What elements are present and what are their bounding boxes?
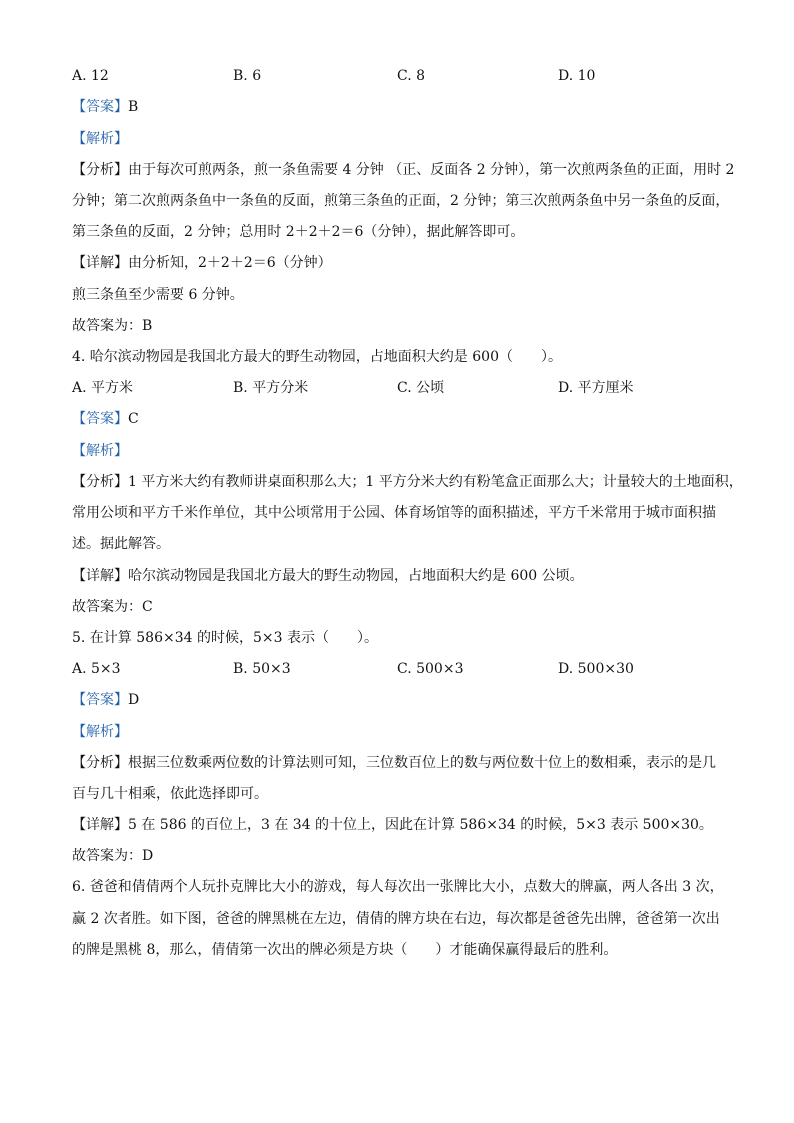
answer-tag: 【答案】 [72,99,128,115]
q3-option-d: D. 10 [558,68,596,84]
q3-xiangjie [72,253,332,273]
xiangjie-tag: 【详解】 [72,568,128,584]
fenxi-text: 1 平方米大约有教师讲桌面积那么大；1 平方分米大约有粉笔盒正面那么大；计量较大的土地面积， [128,474,743,490]
q4-option-d: D. 平方厘米 [558,380,634,396]
q5-jiexi-heading: 【解析】 [72,724,128,740]
q3-fenxi-line-2: 分钟；第二次煎两条鱼中一条鱼的反面，煎第三条鱼的正面，2 分钟；第三次煎两条鱼中另一条鱼的反面， [72,193,730,209]
fenxi-tag: 【分析】 [72,474,128,490]
q3-final-answer: 故答案为：B [72,318,153,334]
fenxi-text: 由于每次可煎两条，煎一条鱼需要 4 分钟 （正、反面各 2 分钟），第一次煎两条鱼的正面，用时 2 [128,162,735,178]
q4-final-answer: 故答案为：C [72,599,153,615]
fenxi-tag: 【分析】 [72,162,128,178]
xiangjie-tag: 【详解】 [72,817,128,833]
xiangjie-tag: 【详解】 [72,255,128,271]
answer-value: B [128,99,139,115]
xiangjie-text: 5 在 586 的百位上，3 在 34 的十位上，因此在计算 586×34 的时候，5×3 表示 500×30。 [128,817,713,833]
q3-fenxi-line-1 [72,160,734,180]
q5-option-b: B. 50×3 [233,661,291,677]
q3-option-c: C. 8 [397,68,426,84]
answer-value: C [128,411,139,427]
q4-fenxi-line-3: 述。据此解答。 [72,536,170,552]
q4-question: 4. 哈尔滨动物园是我国北方最大的野生动物园，占地面积大约是 600（ ）。 [72,349,562,365]
q5-fenxi-line-1 [72,753,716,773]
q5-question: 5. 在计算 586×34 的时候，5×3 表示（ ）。 [72,630,378,646]
q5-fenxi-line-2: 百与几十相乘，依此选择即可。 [72,786,268,802]
q5-option-a: A. 5×3 [72,661,121,677]
q3-answer [72,97,138,117]
q5-option-c: C. 500×3 [397,661,464,677]
answer-tag: 【答案】 [72,411,128,427]
q3-jiexi-heading: 【解析】 [72,131,128,147]
q4-option-a: A. 平方米 [72,380,134,396]
q5-option-d: D. 500×30 [558,661,634,677]
answer-value: D [128,692,140,708]
q6-question-line-2: 赢 2 次者胜。如下图，爸爸的牌黑桃在左边，倩倩的牌方块在右边，每次都是爸爸先出牌，爸爸第一次出 [72,911,720,927]
q4-jiexi-heading: 【解析】 [72,443,128,459]
q4-xiangjie [72,566,584,586]
answer-tag: 【答案】 [72,692,128,708]
q5-xiangjie [72,815,713,835]
q4-answer [72,409,139,429]
q6-question-line-3: 的牌是黑桃 8，那么，倩倩第一次出的牌必须是方块（ ）才能确保赢得最后的胜利。 [72,942,618,958]
q3-option-a: A. 12 [72,68,109,84]
q5-final-answer: 故答案为：D [72,848,154,864]
fenxi-text: 根据三位数乘两位数的计算法则可知，三位数百位上的数与两位数十位上的数相乘，表示的是几 [128,755,716,771]
xiangjie-text: 哈尔滨动物园是我国北方最大的野生动物园，占地面积大约是 600 公顷。 [128,568,584,584]
q6-question-line-1: 6. 爸爸和倩倩两个人玩扑克牌比大小的游戏，每人每次出一张牌比大小，点数大的牌赢，两人各出 3 次， [72,879,724,895]
q3-extra: 煎三条鱼至少需要 6 分钟。 [72,287,244,303]
q4-fenxi-line-1 [72,472,743,492]
q5-answer [72,690,139,710]
q4-fenxi-line-2: 常用公顷和平方千米作单位，其中公顷常用于公园、体育场馆等的面积描述，平方千米常用于城市面积描 [72,505,716,521]
q3-option-b: B. 6 [233,68,262,84]
xiangjie-text: 由分析知，2＋2＋2＝6（分钟） [128,255,332,271]
q4-option-c: C. 公顷 [397,380,445,396]
q4-option-b: B. 平方分米 [233,380,309,396]
q3-fenxi-line-3: 第三条鱼的反面，2 分钟；总用时 2＋2＋2＝6（分钟），据此解答即可。 [72,224,525,240]
fenxi-tag: 【分析】 [72,755,128,771]
